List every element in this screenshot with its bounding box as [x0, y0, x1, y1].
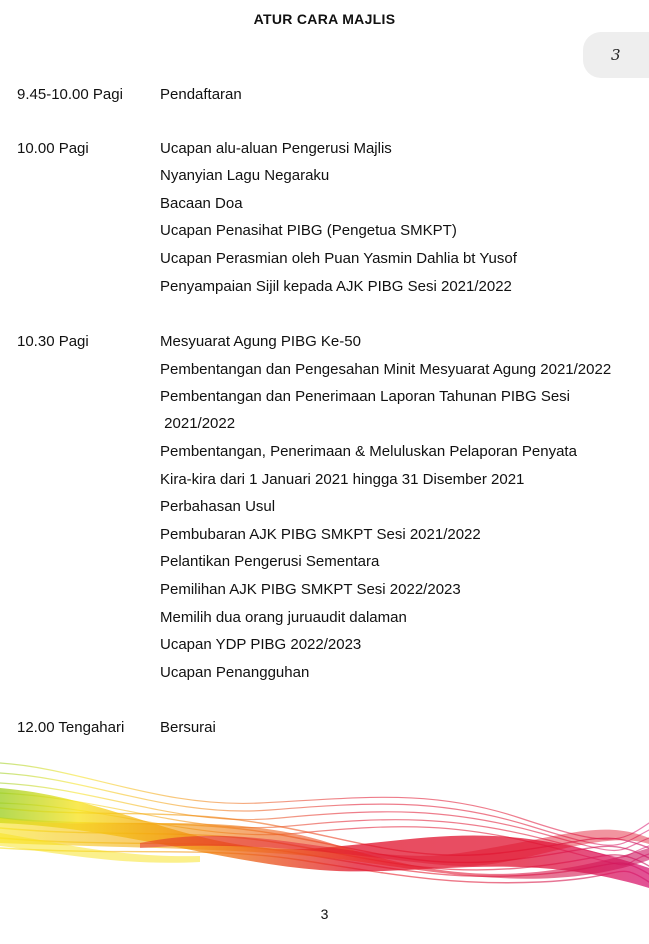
page-title: ATUR CARA MAJLIS	[253, 11, 396, 27]
agenda-item: Ucapan Penasihat PIBG (Pengetua SMKPT)	[160, 222, 457, 239]
agenda-item: Pembentangan dan Penerimaan Laporan Tahunan PIBG Sesi	[160, 388, 571, 405]
agenda-item: Pembentangan, Penerimaan & Meluluskan Pelaporan Penyata	[160, 443, 577, 460]
agenda-item: 2021/2022	[160, 415, 236, 432]
agenda-item: Ucapan alu-aluan Pengerusi Majlis	[160, 140, 392, 157]
corner-page-number: 3	[611, 46, 621, 64]
decorative-wave-image	[0, 748, 649, 898]
session-time: 12.00 Tengahari	[17, 719, 125, 736]
agenda-item: Pembubaran AJK PIBG SMKPT Sesi 2021/2022	[160, 526, 481, 543]
agenda-item: Kira-kira dari 1 Januari 2021 hingga 31 Disember 2021	[160, 471, 525, 488]
agenda-item: Penyampaian Sijil kepada AJK PIBG Sesi 2021/2022	[160, 278, 512, 295]
agenda-item: Ucapan Perasmian oleh Puan Yasmin Dahlia bt Yusof	[160, 250, 517, 267]
session-time: 10.00 Pagi	[17, 140, 89, 157]
agenda-item: Mesyuarat Agung PIBG Ke-50	[160, 333, 361, 350]
agenda-item: Bacaan Doa	[160, 195, 243, 212]
agenda-item: Perbahasan Usul	[160, 498, 276, 515]
agenda-item: Pemilihan AJK PIBG SMKPT Sesi 2022/2023	[160, 581, 461, 598]
agenda-item: Pelantikan Pengerusi Sementara	[160, 553, 380, 570]
agenda-item: Bersurai	[160, 719, 216, 736]
page-number: 3	[320, 906, 329, 922]
session-time: 10.30 Pagi	[17, 333, 89, 350]
agenda-item: Ucapan YDP PIBG 2022/2023	[160, 636, 362, 653]
agenda-item: Memilih dua orang juruaudit dalaman	[160, 609, 407, 626]
agenda-item: Ucapan Penangguhan	[160, 664, 310, 681]
agenda-item: Nyanyian Lagu Negaraku	[160, 167, 330, 184]
agenda-item: Pendaftaran	[160, 86, 242, 103]
agenda-item: Pembentangan dan Pengesahan Minit Mesyuarat Agung 2021/2022	[160, 361, 612, 378]
session-time: 9.45-10.00 Pagi	[17, 86, 123, 103]
